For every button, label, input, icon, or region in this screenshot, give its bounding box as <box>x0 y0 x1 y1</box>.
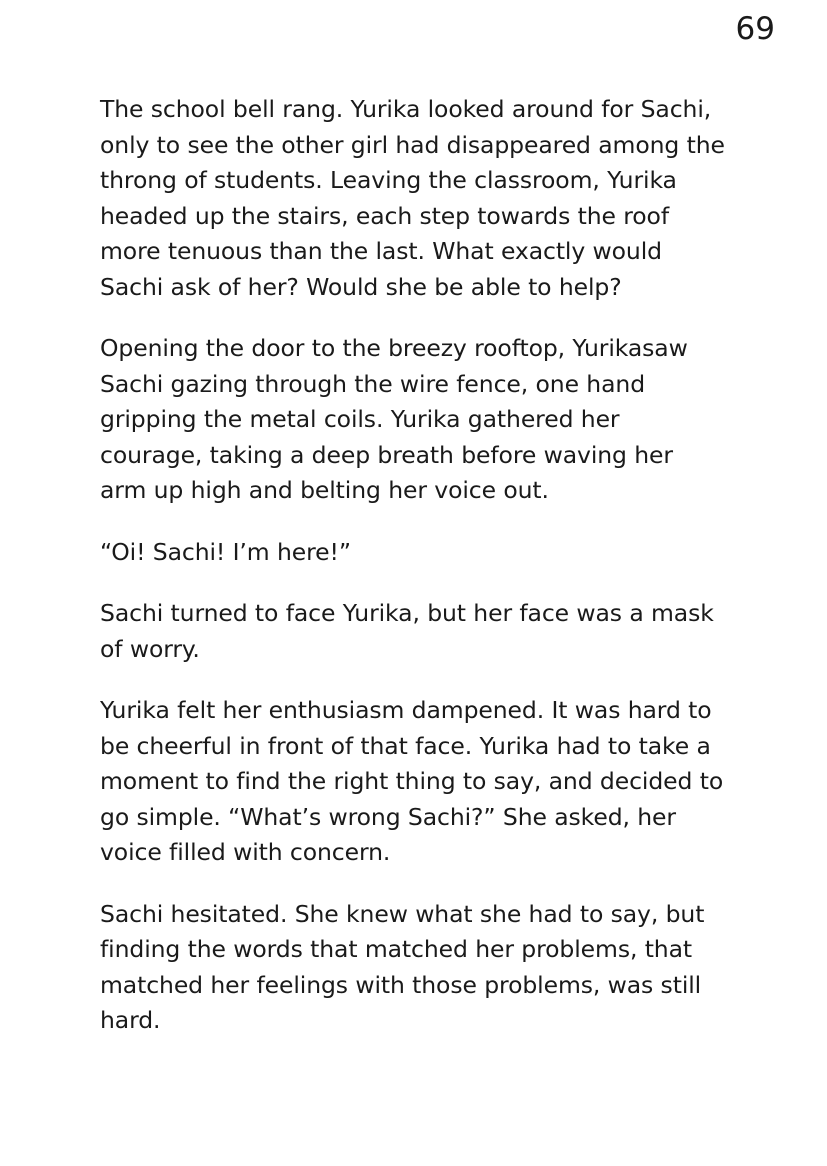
paragraph: Opening the door to the breezy rooftop, Yurikasaw Sachi gazing through the wire fence, one hand gripping the metal coils. Yurika gathered her courage, taking a deep breath before waving her arm up high and belting her voice out. <box>100 334 688 504</box>
paragraph: Sachi hesitated. She knew what she had to say, but finding the words that matched her problems, that matched her feelings with those problems, was still hard. <box>100 899 705 1034</box>
paragraph: Yurika felt her enthusiasm dampened. It was hard to be cheerful in front of that face. Yurika had to take a moment to find the right thing to say, and decided to go simple. “What’s wrong Sachi?” She asked, her voice filled with concern. <box>100 696 724 866</box>
page-body-text <box>100 92 725 1039</box>
paragraph: “Oi! Sachi! I’m here!” <box>100 537 351 566</box>
page-number: 69 <box>735 11 775 47</box>
paragraph: Sachi turned to face Yurika, but her face was a mask of worry. <box>100 599 714 663</box>
paragraph: The school bell rang. Yurika looked around for Sachi, only to see the other girl had disappeared among the throng of students. Leaving the classroom, Yurika headed up the stairs, each step towards the roof more tenuous than the last. What exactly would Sachi ask of her? Would she be able to help? <box>100 95 725 301</box>
